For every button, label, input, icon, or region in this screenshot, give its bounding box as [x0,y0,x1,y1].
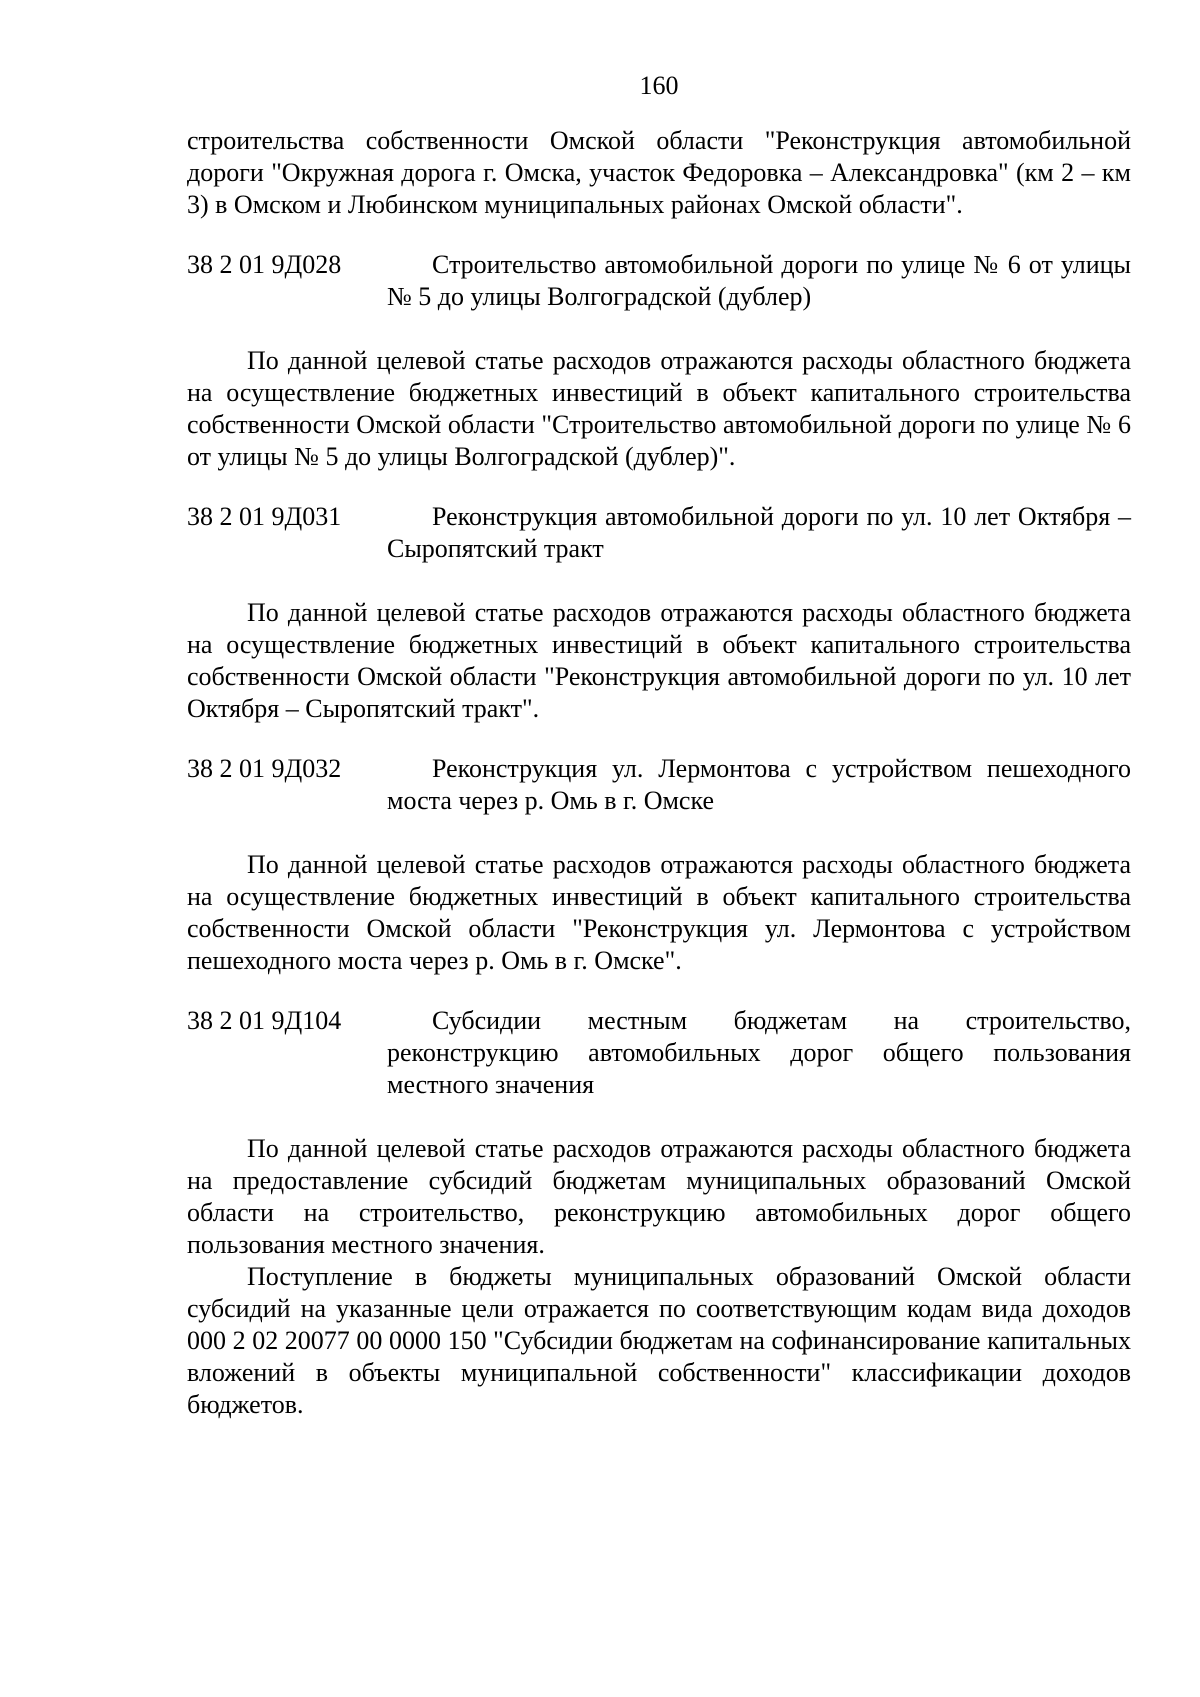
budget-entry [187,1005,1131,1101]
target-article-title: Строительство автомобильной дороги по улице № 6 от улицы № 5 до улицы Волгоградской (дублер) [387,250,1131,311]
entry-description [187,345,1131,473]
description-paragraph: Поступление в бюджеты муниципальных образований Омской области субсидий на указанные цели отражается по соответствующим кодам вида доходов 000 2 02 20077 00 0000 150 "Субсидии бюджетам на софинансирование капитальных вложений в объекты муниципальной собственности" классификации доходов бюджетов. [187,1262,1131,1419]
budget-entry [187,249,1131,313]
budget-entry [187,753,1131,817]
entry-description [187,597,1131,725]
continuation-paragraph: строительства собственности Омской области "Реконструкция автомобильной дороги "Окружная дорога г. Омска, участок Федоровка – Александровка" (км 2 – км 3) в Омском и Любинском муниципальных районах Омской области". [187,126,1131,219]
target-article-title: Реконструкция ул. Лермонтова с устройством пешеходного моста через р. Омь в г. Омске [387,754,1131,815]
target-article-code: 38 2 01 9Д104 [187,1006,342,1035]
target-article-code: 38 2 01 9Д031 [187,502,342,531]
target-article-title: Реконструкция автомобильной дороги по ул. 10 лет Октября – Сыропятский тракт [387,502,1131,563]
description-paragraph: По данной целевой статье расходов отражаются расходы областного бюджета на осуществление бюджетных инвестиций в объект капитального строительства собственности Омской области "Реконструкция ул. Лермонтова с устройством пешеходного моста через р. Омь в г. Омске". [187,850,1131,975]
target-article-code: 38 2 01 9Д028 [187,250,342,279]
entry-description [187,849,1131,977]
entry-description [187,1133,1131,1421]
budget-entry [187,501,1131,565]
description-paragraph: По данной целевой статье расходов отражаются расходы областного бюджета на осуществление бюджетных инвестиций в объект капитального строительства собственности Омской области "Строительство автомобильной дороги по улице № 6 от улицы № 5 до улицы Волгоградской (дублер)". [187,346,1131,471]
document-page [187,70,1131,1449]
target-article-title: Субсидии местным бюджетам на строительство, реконструкцию автомобильных дорог общего пользования местного значения [387,1006,1131,1099]
page-number: 160 [639,71,679,100]
description-paragraph: По данной целевой статье расходов отражаются расходы областного бюджета на осуществление бюджетных инвестиций в объект капитального строительства собственности Омской области "Реконструкция автомобильной дороги по ул. 10 лет Октября – Сыропятский тракт". [187,598,1131,723]
description-paragraph: По данной целевой статье расходов отражаются расходы областного бюджета на предоставление субсидий бюджетам муниципальных образований Омской области на строительство, реконструкцию автомобильных дорог общего пользования местного значения. [187,1134,1131,1259]
target-article-code: 38 2 01 9Д032 [187,754,342,783]
